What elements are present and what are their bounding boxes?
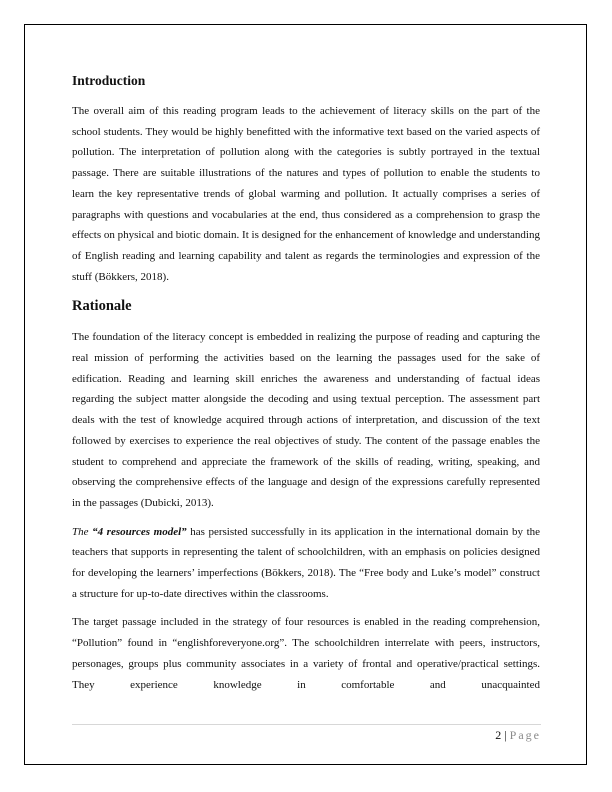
rationale-paragraph-1: The foundation of the literacy concept is embedded in realizing the purpose of reading and capturing the real mission of performing the activities based on the learning the passages used for the sake of edification. Reading and learning skill enriches the awareness and understanding of factual ideas regarding the subject matter alongside the decoding and using textual perception. The assessment part deals with the test of knowledge acquired through actions of interpretation, and discussion of the text followed by exercises to experience the real objectives of study. The content of the passage enables the student to comprehend and appreciate the framework of the skills of reading, writing, speaking, and observing the comprehensive effects of the language and design of the expressions carefully represented in the passages (Dubicki, 2013). [72,331,540,509]
model-name-emphasis: “4 resources model” [92,525,187,538]
rationale-heading: Rationale [72,298,132,315]
page-footer [495,727,541,743]
rationale-paragraph-3: The target passage included in the strategy of four resources is enabled in the reading comprehension, “Pollution” found in “englishforeveryone.org”. The schoolchildren interrelate with peers, instructors, personages, groups plus community associates in a variety of frontal and operative/practical settings. They experience knowledge in comfortable and unacquainted [72,616,540,691]
footer-divider [72,724,541,725]
document-body [72,67,540,695]
model-paragraph-text: has persisted successfully in its application in the international domain by the teachers that supports in representing the talent of schoolchildren, with an emphasis on policies designed for developing the learners’ imperfections (Bökkers, 2018). The “Free body and Luke’s model” construct a structure for up-to-date directives within the classrooms. [72,525,541,600]
rationale-paragraph-2 [72,522,540,605]
introduction-paragraph: The overall aim of this reading program leads to the achievement of literacy skills on the part of the school students. They would be highly benefitted with the informative text based on the varied aspects of pollution. The interpretation of pollution along with the categories is subtly portrayed in the textual passage. There are suitable illustrations of the natures and types of pollution to enable the students to learn the key representative trends of global warming and pollution. It actually comprises a series of paragraphs with questions and vocabularies at the end, thus considered as a comprehension to grasp the effects on physical and biotic domain. It is designed for the enhancement of knowledge and understanding of English reading and learning capability and talent as regards the terminologies and expression of the stuff (Bökkers, 2018). [72,105,540,283]
page-label: Page [509,728,541,742]
model-lead: The [72,525,93,538]
page-number: 2 [495,728,502,742]
page-separator: | [504,728,507,742]
rationale-paragraph-3-clip [72,612,540,695]
introduction-heading: Introduction [72,73,146,88]
